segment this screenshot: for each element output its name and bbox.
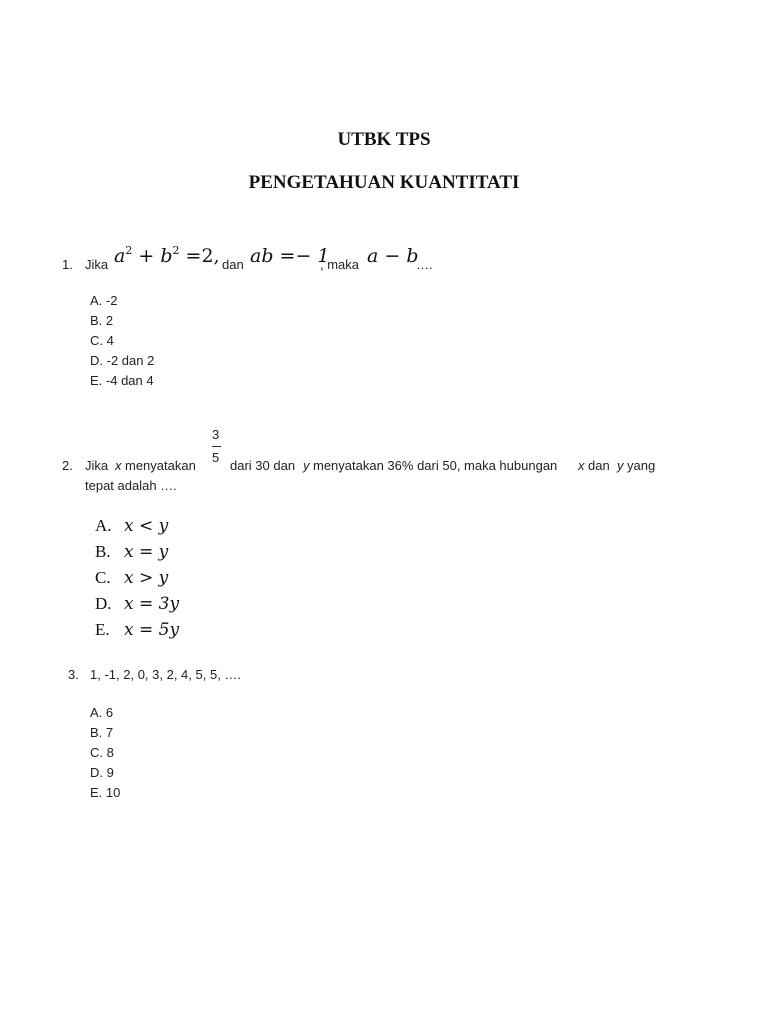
q2-choice-b-letter: B. (95, 542, 111, 561)
q1-dots: …. (416, 257, 433, 272)
q2-choice-e-letter: E. (95, 620, 110, 639)
q1-choice-a[interactable]: A. -2 (90, 293, 118, 308)
q2-choice-a[interactable] (95, 513, 179, 539)
q2-jika: Jika (85, 458, 109, 473)
q2-line-2: tepat adalah …. (85, 478, 177, 493)
q2-number: 2. (62, 458, 73, 473)
q1-eq1-sup-a: 2 (125, 244, 133, 257)
q3-number: 3. (68, 667, 79, 682)
q1-equation-1 (114, 245, 220, 267)
q1-choice-e[interactable]: E. -4 dan 4 (90, 373, 154, 388)
q3-sequence: 1, -1, 2, 0, 3, 2, 4, 5, 5, …. (90, 667, 242, 682)
q2-choice-a-expr: x < y (124, 516, 169, 536)
q1-choice-d[interactable]: D. -2 dan 2 (90, 353, 155, 368)
q2-choice-c-expr: x > y (124, 568, 169, 588)
q2-choice-d[interactable] (95, 591, 179, 617)
q3-choice-c[interactable]: C. 8 (90, 745, 114, 760)
page-subtitle: PENGETAHUAN KUANTITATI (248, 172, 520, 193)
q2-choice-d-letter: D. (95, 594, 112, 613)
q2-y-2: y (617, 458, 624, 473)
q1-maka: , maka (320, 257, 360, 272)
q3-choice-b[interactable]: B. 7 (90, 725, 114, 740)
q2-yang: yang (627, 458, 656, 473)
q2-fraction-numerator: 3 (212, 427, 220, 442)
q1-equation-3: a − b (367, 245, 419, 267)
q2-x-2: x (578, 458, 585, 473)
q2-choice-b[interactable] (95, 539, 179, 565)
q2-choice-c[interactable] (95, 565, 179, 591)
q1-number: 1. (62, 257, 73, 272)
q1-jika: Jika (85, 257, 109, 272)
q2-choice-d-expr: x = 3y (124, 594, 180, 614)
q2-choice-b-expr: x = y (124, 542, 169, 562)
q3-choice-a[interactable]: A. 6 (90, 705, 114, 720)
q2-fraction-denominator: 5 (212, 450, 220, 465)
q1-dan: dan (222, 257, 244, 272)
q2-y: y (303, 458, 310, 473)
q1-eq1-end: =2, (179, 245, 220, 267)
q2-choice-e[interactable] (95, 617, 179, 643)
q1-eq1-a: a (114, 245, 126, 267)
q2-choice-e-expr: x = 5y (124, 620, 180, 640)
q2-text-a: dari 30 dan (230, 458, 296, 473)
q2-choices (95, 513, 179, 643)
q2-choice-c-letter: C. (95, 568, 111, 587)
q3-choice-e[interactable]: E. 10 (90, 785, 121, 800)
q2-menyatakan: menyatakan (125, 458, 196, 473)
q1-choices (90, 291, 154, 391)
q2-x: x (115, 458, 122, 473)
q3-choices (90, 703, 120, 803)
q3-choice-d[interactable]: D. 9 (90, 765, 114, 780)
q2-text-b: menyatakan 36% dari 50, maka hubungan (313, 458, 558, 473)
q1-choice-b[interactable]: B. 2 (90, 313, 114, 328)
q2-choice-a-letter: A. (95, 516, 112, 535)
q1-equation-2: ab =− 1 (250, 245, 330, 267)
q2-fraction-bar (212, 446, 221, 447)
q2-dan: dan (588, 458, 610, 473)
q1-choice-c[interactable]: C. 4 (90, 333, 114, 348)
q1-eq1-mid: + b (132, 245, 173, 267)
page-title: UTBK TPS (337, 129, 431, 150)
q1-eq1-sup-b: 2 (172, 244, 180, 257)
